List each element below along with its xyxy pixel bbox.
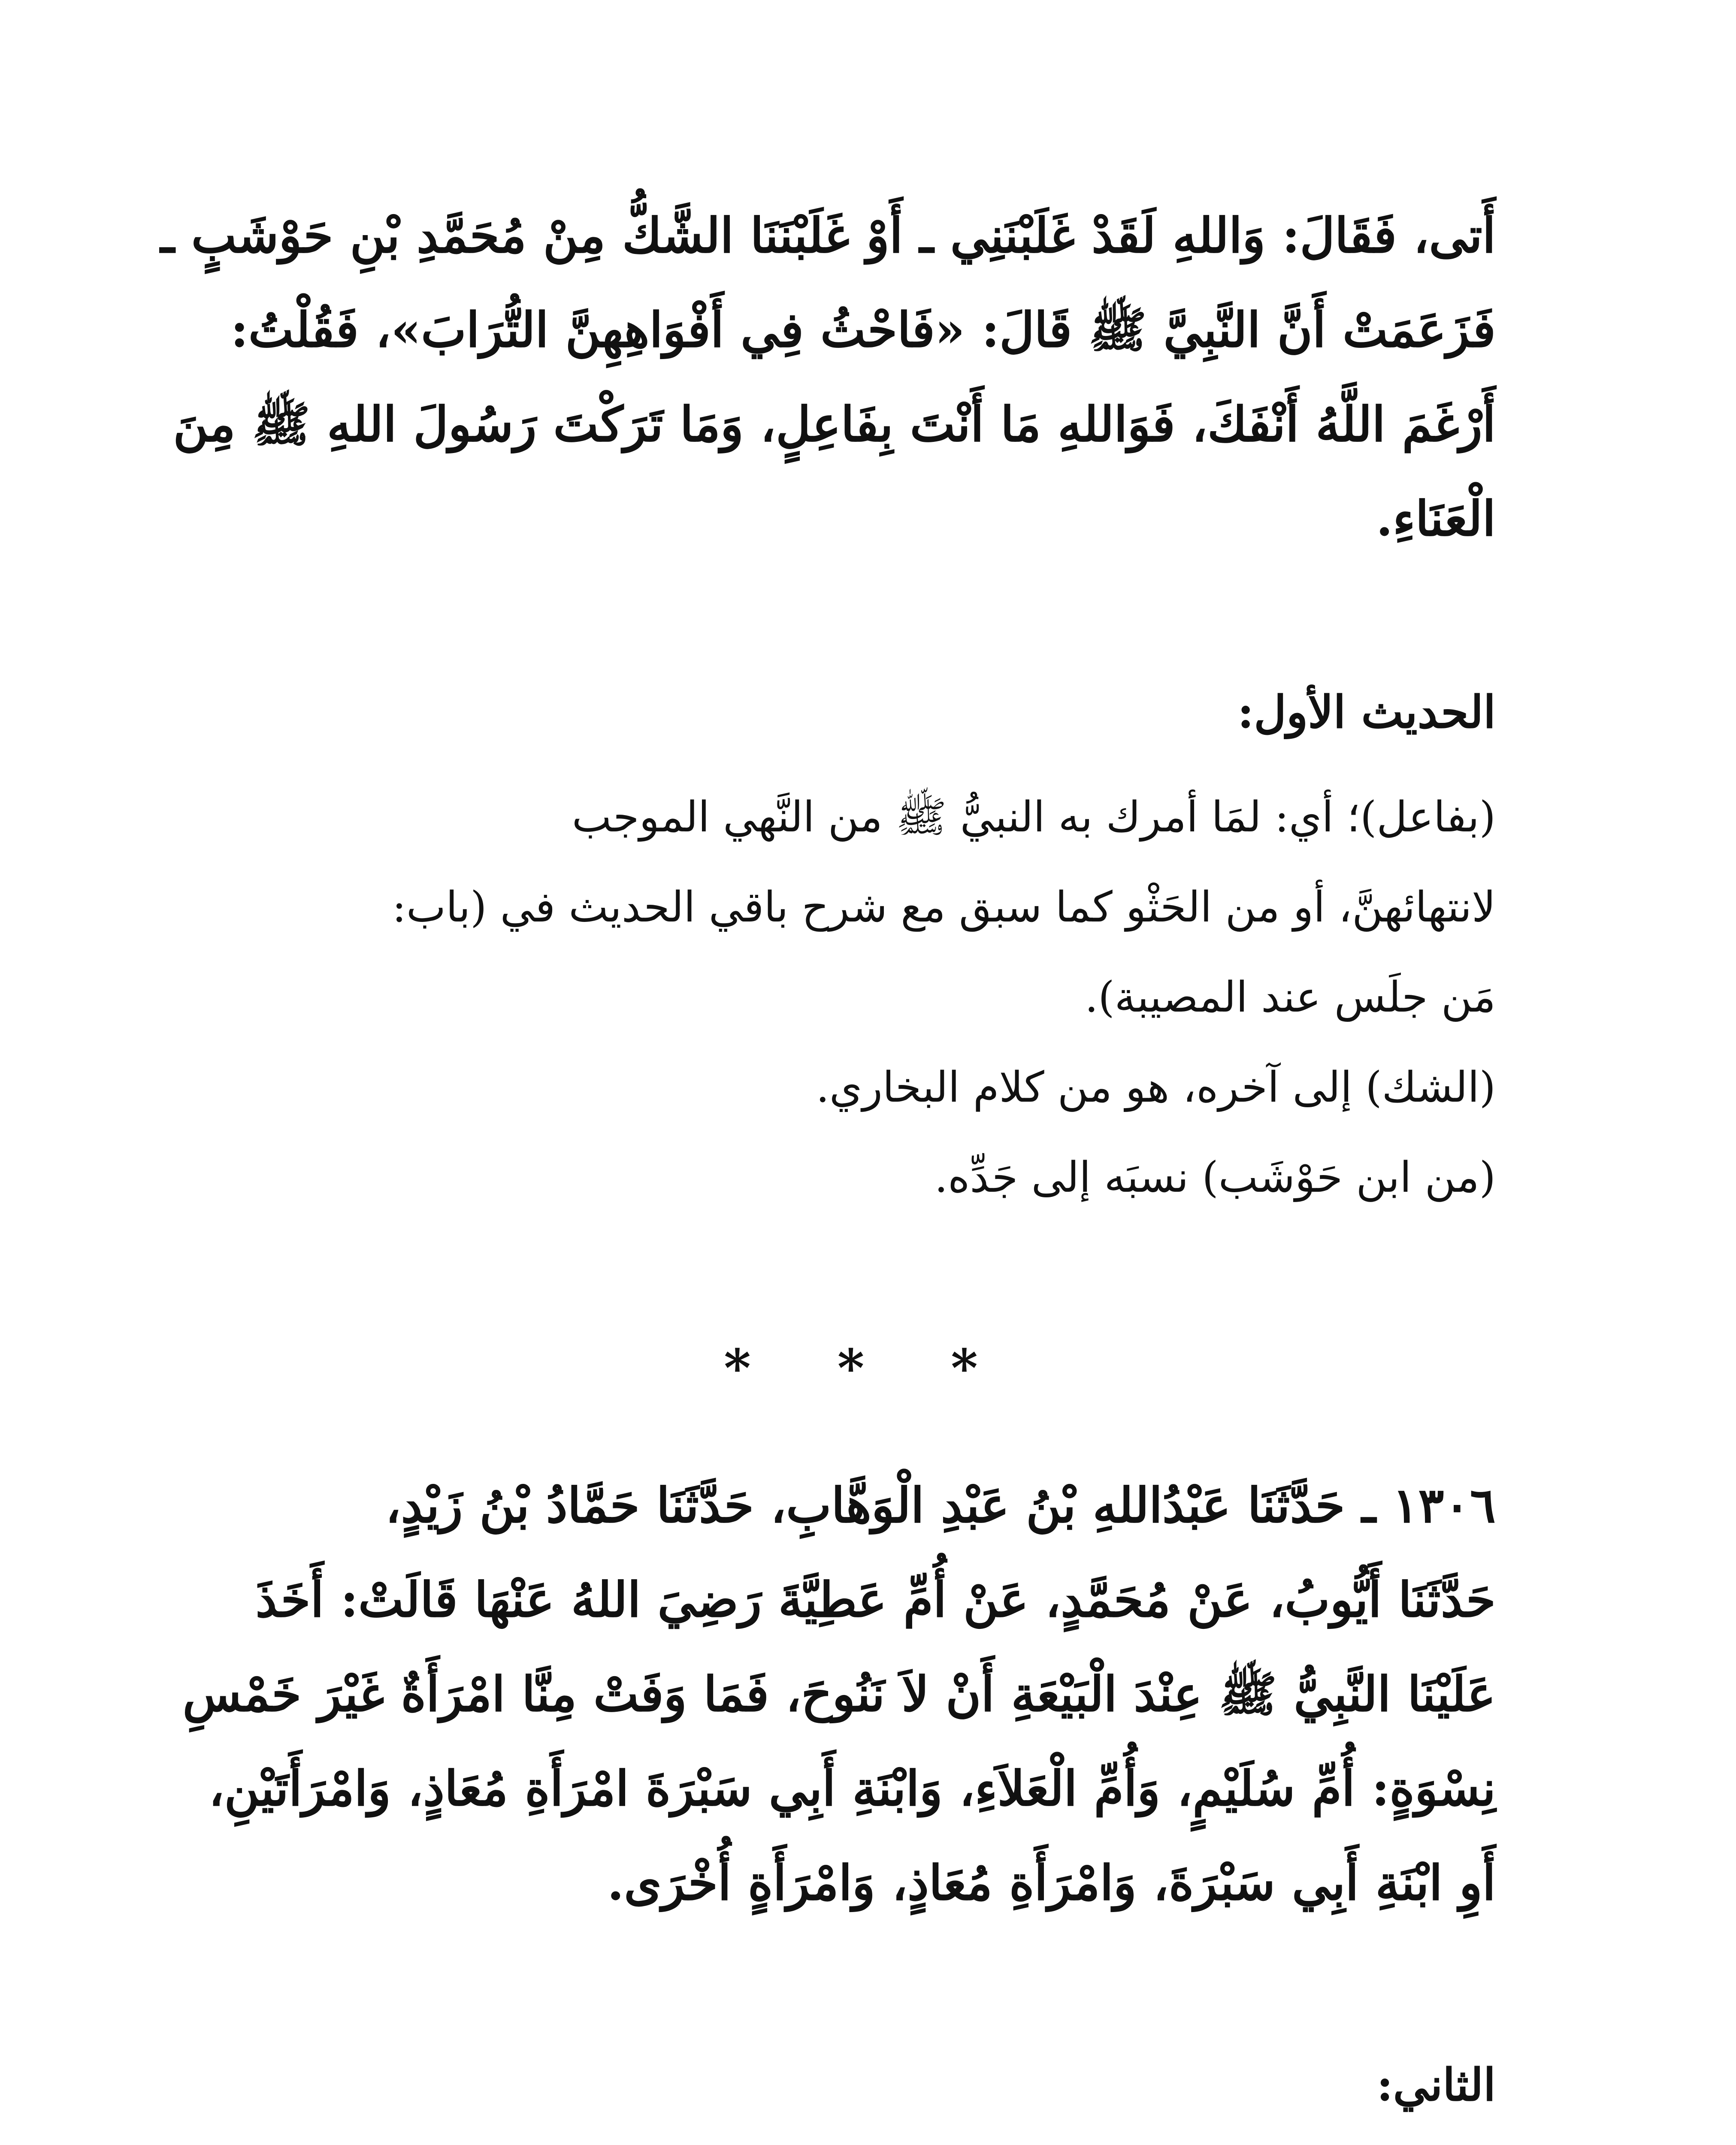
hadith-line: ١٣٠٦ ـ حَدَّثَنَا عَبْدُاللهِ بْنُ عَبْدِ الْوَهَّابِ، حَدَّثَنَا حَمَّادُ بْنُ زَيْدٍ، [385,1477,1496,1534]
commentary-heading-first [239,669,1496,755]
commentary-heading-second [239,2042,1496,2128]
commentary-paragraph [239,772,1496,1223]
hadith-line: أَرْغَمَ اللَّهُ أَنْفَكَ، فَوَاللهِ مَا أَنْتَ بِفَاعِلٍ، وَمَا تَرَكْتَ رَسُولَ اللهِ ﷺ مِنَ [173,396,1496,453]
hadith-1306-text [182,1459,1496,1930]
hadith-line: فَزَعَمَتْ أَنَّ النَّبِيَّ ﷺ قَالَ: «فَاحْثُ فِي أَفْوَاهِهِنَّ التُّرَابَ»، فَقُلْتُ: [230,302,1496,358]
hadith-line: الْعَنَاءِ. [1376,491,1496,547]
commentary-line: (بفاعل)؛ أي: لمَا أمرك به النبيُّ ﷺ من النَّهي الموجب [572,793,1496,842]
commentary-line: لانتهائهنَّ، أو من الحَثْو كما سبق مع شرح باقي الحديث في (باب: [392,883,1496,932]
hadith-text-continued [160,189,1496,566]
commentary-note [239,2141,1496,2145]
hadith-line: حَدَّثَنَا أَيُّوبُ، عَنْ مُحَمَّدٍ، عَنْ أُمِّ عَطِيَّةَ رَضِيَ اللهُ عَنْهَا قَالَتْ: أَخَذَ [255,1572,1496,1628]
hadith-line: نِسْوَةٍ: أُمِّ سُلَيْمٍ، وَأُمِّ الْعَلاَءِ، وَابْنَةِ أَبِي سَبْرَةَ امْرَأَةِ مُعَاذٍ، وَامْرَأَتَيْنِ، [209,1761,1496,1817]
heading-text: الحديث الأول: [1237,686,1496,738]
hadith-line: أَتى، فَقَالَ: وَاللهِ لَقَدْ غَلَبْنَنِي ـ أَوْ غَلَبْنَنَا الشَّكُّ مِنْ مُحَمَّدِ بْنِ حَوْشَبٍ ـ [160,208,1496,264]
commentary-note: (من ابن حَوْشَب) نسبَه إلى جَدِّه. [934,1153,1496,1202]
commentary-note: (الشك) إلى آخره، هو من كلام البخاري. [816,1063,1496,1112]
hadith-line: أَوِ ابْنَةِ أَبِي سَبْرَةَ، وَامْرَأَةِ مُعَاذٍ، وَامْرَأَةٍ أُخْرَى. [607,1855,1496,1911]
hadith-line: عَلَيْنَا النَّبِيُّ ﷺ عِنْدَ الْبَيْعَةِ أَنْ لاَ نَنُوحَ، فَمَا وَفَتْ مِنَّا امْرَأَةٌ غَيْرَ خَمْسِ [182,1666,1496,1722]
heading-text: الثاني: [1376,2058,1496,2111]
section-separator: * * * [724,1338,1012,1399]
commentary-paragraph-second [239,2141,1496,2145]
commentary-line: مَن جلَس عند المصيبة). [1085,973,1496,1022]
